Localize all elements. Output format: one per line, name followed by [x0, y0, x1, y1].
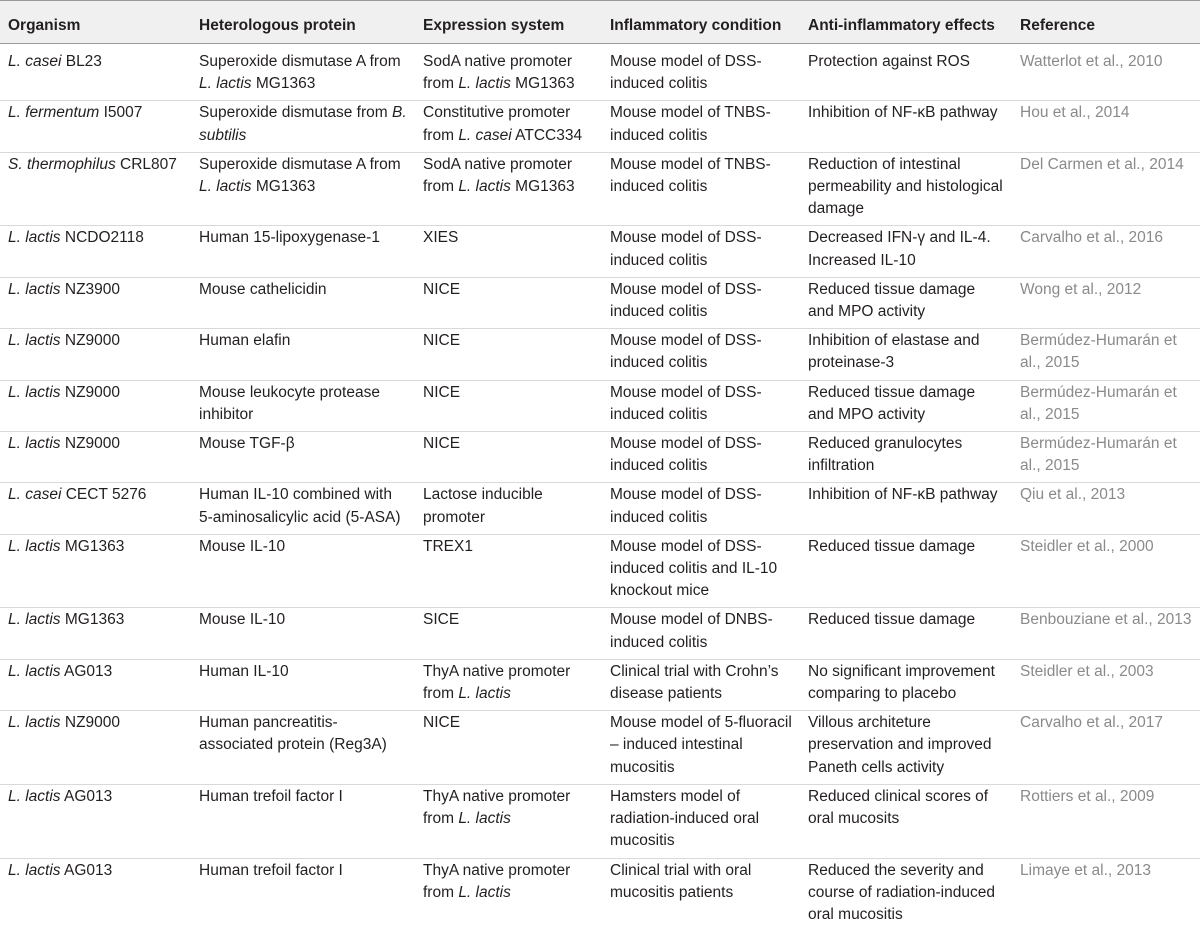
- cell-inflammatory-condition: Mouse model of DSS-induced colitis: [602, 432, 800, 483]
- organism-strain: CECT 5276: [61, 486, 146, 503]
- table-row: [0, 329, 1200, 380]
- organism-species: L. lactis: [8, 435, 61, 452]
- cell-anti-inflammatory-effects: Reduced tissue damage: [800, 534, 1012, 608]
- system-text: NICE: [423, 281, 460, 298]
- organism-strain: AG013: [61, 788, 113, 805]
- system-text: SodA native promoter from: [423, 53, 572, 92]
- cell-inflammatory-condition: Mouse model of DSS-induced colitis: [602, 277, 800, 328]
- cell-expression-system: [415, 608, 602, 659]
- protein-text: Mouse cathelicidin: [199, 281, 327, 298]
- organism-species: S. thermophilus: [8, 156, 116, 173]
- cell-organism: [0, 44, 191, 101]
- cell-heterologous-protein: [191, 101, 415, 152]
- cell-anti-inflammatory-effects: Reduced clinical scores of oral mucosits: [800, 784, 1012, 858]
- cell-inflammatory-condition: Mouse model of DSS-induced colitis: [602, 329, 800, 380]
- cell-expression-system: [415, 226, 602, 277]
- cell-expression-system: [415, 784, 602, 858]
- cell-reference: Benbouziane et al., 2013: [1012, 608, 1200, 659]
- cell-anti-inflammatory-effects: Reduced the severity and course of radiation-induced oral mucositis: [800, 858, 1012, 931]
- organism-species: L. lactis: [8, 663, 61, 680]
- cell-reference: Qiu et al., 2013: [1012, 483, 1200, 534]
- system-text: SICE: [423, 611, 459, 628]
- protein-species: B. subtilis: [199, 104, 407, 143]
- protein-text: Mouse IL-10: [199, 538, 285, 555]
- protein-strain: MG1363: [252, 75, 316, 92]
- cell-reference: Watterlot et al., 2010: [1012, 44, 1200, 101]
- system-text: NICE: [423, 435, 460, 452]
- protein-text: Human 15-lipoxygenase-1: [199, 229, 380, 246]
- header-expression-system: Expression system: [415, 1, 602, 44]
- system-species: L. lactis: [458, 884, 511, 901]
- organism-strain: NZ3900: [61, 281, 120, 298]
- cell-inflammatory-condition: Mouse model of TNBS-induced colitis: [602, 152, 800, 226]
- cell-expression-system: [415, 277, 602, 328]
- cell-reference: Wong et al., 2012: [1012, 277, 1200, 328]
- system-species: L. lactis: [458, 75, 511, 92]
- cell-anti-inflammatory-effects: Villous architeture preservation and improved Paneth cells activity: [800, 711, 1012, 785]
- table-row: [0, 483, 1200, 534]
- system-text: TREX1: [423, 538, 473, 555]
- organism-species: L. lactis: [8, 332, 61, 349]
- cell-inflammatory-condition: Mouse model of 5-fluoracil – induced intestinal mucositis: [602, 711, 800, 785]
- system-text: ThyA native promoter from: [423, 862, 570, 901]
- protein-text: Human trefoil factor I: [199, 862, 343, 879]
- cell-organism: [0, 432, 191, 483]
- protein-text: Superoxide dismutase A from: [199, 156, 401, 173]
- cell-reference: Hou et al., 2014: [1012, 101, 1200, 152]
- header-organism: Organism: [0, 1, 191, 44]
- cell-heterologous-protein: [191, 483, 415, 534]
- cell-heterologous-protein: [191, 534, 415, 608]
- cell-organism: [0, 277, 191, 328]
- cell-organism: [0, 608, 191, 659]
- protein-species: L. lactis: [199, 75, 252, 92]
- cell-expression-system: [415, 380, 602, 431]
- organism-strain: MG1363: [61, 538, 125, 555]
- cell-organism: [0, 380, 191, 431]
- table-row: [0, 432, 1200, 483]
- organism-strain: CRL807: [116, 156, 177, 173]
- protein-text: Mouse leukocyte protease inhibitor: [199, 384, 380, 423]
- cell-organism: [0, 101, 191, 152]
- cell-organism: [0, 226, 191, 277]
- protein-text: Superoxide dismutase A from: [199, 53, 401, 70]
- protein-text: Superoxide dismutase from: [199, 104, 392, 121]
- cell-anti-inflammatory-effects: Reduced granulocytes infiltration: [800, 432, 1012, 483]
- cell-inflammatory-condition: Hamsters model of radiation-induced oral mucositis: [602, 784, 800, 858]
- cell-organism: [0, 152, 191, 226]
- organism-strain: BL23: [61, 53, 102, 70]
- cell-reference: Del Carmen et al., 2014: [1012, 152, 1200, 226]
- table-row: [0, 380, 1200, 431]
- table-body: [0, 44, 1200, 931]
- organism-species: L. lactis: [8, 538, 61, 555]
- table-row: [0, 659, 1200, 710]
- cell-anti-inflammatory-effects: Decreased IFN-γ and IL-4. Increased IL-10: [800, 226, 1012, 277]
- cell-expression-system: [415, 44, 602, 101]
- table-row: [0, 152, 1200, 226]
- system-strain: MG1363: [511, 75, 575, 92]
- organism-species: L. lactis: [8, 229, 61, 246]
- cell-reference: Steidler et al., 2003: [1012, 659, 1200, 710]
- protein-text: Human pancreatitis-associated protein (Reg3A): [199, 714, 387, 753]
- header-heterologous-protein: Heterologous protein: [191, 1, 415, 44]
- cell-reference: Bermúdez-Humarán et al., 2015: [1012, 380, 1200, 431]
- cell-expression-system: [415, 432, 602, 483]
- system-text: XIES: [423, 229, 458, 246]
- cell-reference: Rottiers et al., 2009: [1012, 784, 1200, 858]
- cell-organism: [0, 329, 191, 380]
- table-row: [0, 277, 1200, 328]
- cell-expression-system: [415, 101, 602, 152]
- header-inflammatory-condition: Inflammatory condition: [602, 1, 800, 44]
- system-species: L. lactis: [458, 685, 511, 702]
- cell-heterologous-protein: [191, 711, 415, 785]
- cell-heterologous-protein: [191, 784, 415, 858]
- cell-inflammatory-condition: Mouse model of DSS-induced colitis and IL-10 knockout mice: [602, 534, 800, 608]
- cell-expression-system: [415, 659, 602, 710]
- table-row: [0, 608, 1200, 659]
- cell-reference: Bermúdez-Humarán et al., 2015: [1012, 329, 1200, 380]
- cell-organism: [0, 483, 191, 534]
- system-text: Lactose inducible promoter: [423, 486, 543, 525]
- organism-species: L. lactis: [8, 611, 61, 628]
- cell-reference: Bermúdez-Humarán et al., 2015: [1012, 432, 1200, 483]
- protein-strain: MG1363: [252, 178, 316, 195]
- organism-species: L. fermentum: [8, 104, 99, 121]
- cell-expression-system: [415, 152, 602, 226]
- system-text: ThyA native promoter from: [423, 663, 570, 702]
- cell-reference: Carvalho et al., 2016: [1012, 226, 1200, 277]
- header-reference: Reference: [1012, 1, 1200, 44]
- organism-strain: NZ9000: [61, 714, 120, 731]
- header-anti-inflammatory-effects: Anti-inflammatory effects: [800, 1, 1012, 44]
- protein-text: Human IL-10: [199, 663, 289, 680]
- organism-species: L. casei: [8, 486, 61, 503]
- cell-heterologous-protein: [191, 858, 415, 931]
- table-row: [0, 858, 1200, 931]
- system-text: NICE: [423, 384, 460, 401]
- organism-species: L. casei: [8, 53, 61, 70]
- protein-text: Human elafin: [199, 332, 290, 349]
- cell-heterologous-protein: [191, 44, 415, 101]
- system-strain: MG1363: [511, 178, 575, 195]
- cell-heterologous-protein: [191, 152, 415, 226]
- cell-reference: Steidler et al., 2000: [1012, 534, 1200, 608]
- table-row: [0, 226, 1200, 277]
- system-text: SodA native promoter from: [423, 156, 572, 195]
- cell-inflammatory-condition: Clinical trial with Crohn’s disease patients: [602, 659, 800, 710]
- table-row: [0, 44, 1200, 101]
- protein-text: Mouse IL-10: [199, 611, 285, 628]
- cell-anti-inflammatory-effects: Inhibition of NF-κB pathway: [800, 483, 1012, 534]
- cell-expression-system: [415, 534, 602, 608]
- cell-inflammatory-condition: Mouse model of DSS-induced colitis: [602, 44, 800, 101]
- organism-species: L. lactis: [8, 788, 61, 805]
- system-strain: ATCC334: [512, 127, 582, 144]
- header-row: [0, 1, 1200, 44]
- organism-species: L. lactis: [8, 714, 61, 731]
- cell-anti-inflammatory-effects: Reduction of intestinal permeability and histological damage: [800, 152, 1012, 226]
- cell-anti-inflammatory-effects: Protection against ROS: [800, 44, 1012, 101]
- cell-heterologous-protein: [191, 608, 415, 659]
- table-row: [0, 101, 1200, 152]
- cell-inflammatory-condition: Mouse model of DSS-induced colitis: [602, 226, 800, 277]
- cell-expression-system: [415, 711, 602, 785]
- cell-organism: [0, 784, 191, 858]
- cell-inflammatory-condition: Mouse model of DNBS-induced colitis: [602, 608, 800, 659]
- cell-heterologous-protein: [191, 277, 415, 328]
- organism-species: L. lactis: [8, 384, 61, 401]
- organism-strain: AG013: [61, 663, 113, 680]
- table-row: [0, 711, 1200, 785]
- cell-inflammatory-condition: Mouse model of DSS-induced colitis: [602, 380, 800, 431]
- cell-expression-system: [415, 329, 602, 380]
- organism-strain: NZ9000: [61, 332, 120, 349]
- cell-heterologous-protein: [191, 329, 415, 380]
- organism-species: L. lactis: [8, 281, 61, 298]
- cell-organism: [0, 534, 191, 608]
- table-row: [0, 784, 1200, 858]
- cell-expression-system: [415, 858, 602, 931]
- system-text: NICE: [423, 332, 460, 349]
- organism-strain: NCDO2118: [61, 229, 144, 246]
- cell-inflammatory-condition: Mouse model of TNBS-induced colitis: [602, 101, 800, 152]
- protein-text: Human trefoil factor I: [199, 788, 343, 805]
- cell-expression-system: [415, 483, 602, 534]
- cell-anti-inflammatory-effects: Reduced tissue damage and MPO activity: [800, 277, 1012, 328]
- cell-inflammatory-condition: Clinical trial with oral mucositis patients: [602, 858, 800, 931]
- cell-anti-inflammatory-effects: No significant improvement comparing to placebo: [800, 659, 1012, 710]
- system-species: L. lactis: [458, 810, 511, 827]
- organism-species: L. lactis: [8, 862, 61, 879]
- organism-strain: NZ9000: [61, 384, 120, 401]
- protein-text: Human IL-10 combined with 5-aminosalicylic acid (5-ASA): [199, 486, 401, 525]
- cell-anti-inflammatory-effects: Reduced tissue damage and MPO activity: [800, 380, 1012, 431]
- cell-heterologous-protein: [191, 380, 415, 431]
- cell-heterologous-protein: [191, 432, 415, 483]
- cell-inflammatory-condition: Mouse model of DSS-induced colitis: [602, 483, 800, 534]
- cell-anti-inflammatory-effects: Inhibition of NF-κB pathway: [800, 101, 1012, 152]
- system-species: L. lactis: [458, 178, 511, 195]
- organism-strain: I5007: [99, 104, 142, 121]
- table-row: [0, 534, 1200, 608]
- system-text: ThyA native promoter from: [423, 788, 570, 827]
- organism-strain: MG1363: [61, 611, 125, 628]
- cell-organism: [0, 858, 191, 931]
- cell-heterologous-protein: [191, 659, 415, 710]
- table-header: [0, 1, 1200, 44]
- cell-organism: [0, 711, 191, 785]
- protein-text: Mouse TGF-β: [199, 435, 295, 452]
- cell-organism: [0, 659, 191, 710]
- system-species: L. casei: [458, 127, 511, 144]
- cell-reference: Limaye et al., 2013: [1012, 858, 1200, 931]
- organism-strain: NZ9000: [61, 435, 120, 452]
- system-text: Constitutive promoter from: [423, 104, 570, 143]
- cell-anti-inflammatory-effects: Inhibition of elastase and proteinase-3: [800, 329, 1012, 380]
- system-text: NICE: [423, 714, 460, 731]
- cell-heterologous-protein: [191, 226, 415, 277]
- organism-strain: AG013: [61, 862, 113, 879]
- cell-reference: Carvalho et al., 2017: [1012, 711, 1200, 785]
- protein-species: L. lactis: [199, 178, 252, 195]
- cell-anti-inflammatory-effects: Reduced tissue damage: [800, 608, 1012, 659]
